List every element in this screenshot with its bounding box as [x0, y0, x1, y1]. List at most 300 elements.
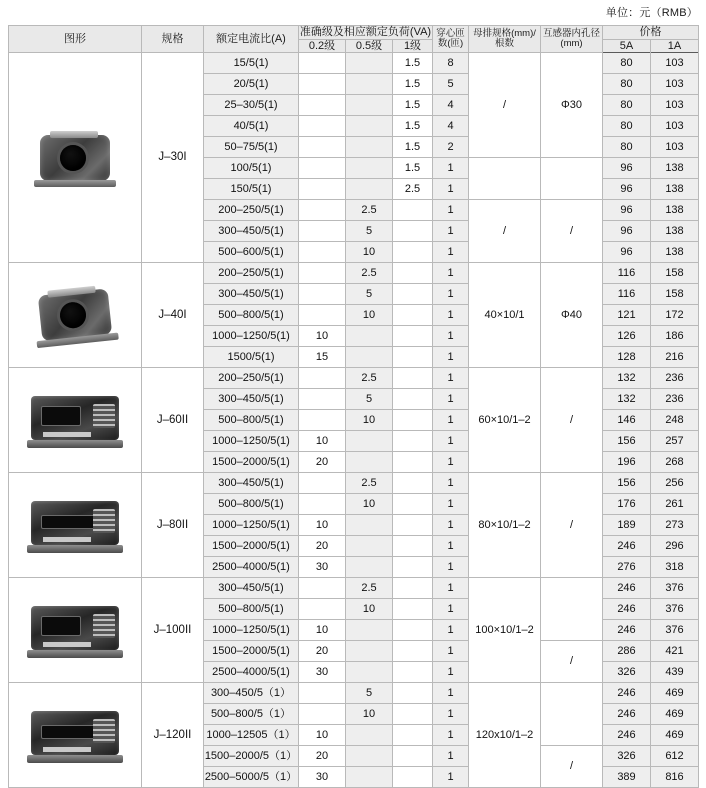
th-shape: 图形: [9, 26, 142, 53]
price-1a-cell: 439: [651, 662, 699, 683]
class-05-cell: 2.5: [346, 473, 393, 494]
ct-illustration: [9, 578, 141, 682]
turns-cell: 1: [433, 683, 469, 704]
ratio-cell: 1000–1250/5(1): [204, 620, 299, 641]
class-1-cell: [393, 620, 433, 641]
price-5a-cell: 96: [603, 242, 651, 263]
price-5a-cell: 132: [603, 368, 651, 389]
product-image-5: [9, 578, 142, 683]
price-5a-cell: 80: [603, 95, 651, 116]
bore-cell: [541, 158, 603, 200]
class-02-cell: [299, 242, 346, 263]
class-05-cell: 2.5: [346, 200, 393, 221]
price-1a-cell: 138: [651, 158, 699, 179]
price-5a-cell: 156: [603, 431, 651, 452]
class-02-cell: 10: [299, 431, 346, 452]
class-02-cell: 10: [299, 326, 346, 347]
price-5a-cell: 146: [603, 410, 651, 431]
bore-cell: Φ40: [541, 263, 603, 368]
price-1a-cell: 158: [651, 284, 699, 305]
ratio-cell: 200–250/5(1): [204, 200, 299, 221]
turns-cell: 4: [433, 95, 469, 116]
turns-cell: 1: [433, 347, 469, 368]
product-image-2: [9, 263, 142, 368]
class-1-cell: [393, 683, 433, 704]
class-1-cell: 1.5: [393, 116, 433, 137]
turns-cell: 1: [433, 746, 469, 767]
class-02-cell: [299, 578, 346, 599]
class-1-cell: [393, 746, 433, 767]
price-5a-cell: 121: [603, 305, 651, 326]
ratio-cell: 40/5(1): [204, 116, 299, 137]
price-1a-cell: 103: [651, 74, 699, 95]
price-5a-cell: 189: [603, 515, 651, 536]
price-5a-cell: 246: [603, 578, 651, 599]
bore-cell: /: [541, 200, 603, 263]
class-02-cell: [299, 599, 346, 620]
product-image-4: [9, 473, 142, 578]
class-05-cell: 10: [346, 599, 393, 620]
price-1a-cell: 216: [651, 347, 699, 368]
ct-illustration: [9, 53, 141, 262]
turns-cell: 1: [433, 179, 469, 200]
class-05-cell: [346, 725, 393, 746]
table-row: [9, 368, 699, 389]
product-image-1: [9, 53, 142, 263]
turns-cell: 1: [433, 599, 469, 620]
turns-cell: 1: [433, 326, 469, 347]
model-cell: J–30I: [142, 53, 204, 263]
class-05-cell: [346, 137, 393, 158]
class-1-cell: [393, 599, 433, 620]
price-1a-cell: 103: [651, 116, 699, 137]
price-1a-cell: 421: [651, 641, 699, 662]
turns-cell: 8: [433, 53, 469, 74]
price-1a-cell: 103: [651, 137, 699, 158]
price-1a-cell: 268: [651, 452, 699, 473]
price-5a-cell: 80: [603, 116, 651, 137]
class-1-cell: [393, 557, 433, 578]
th-ratio: 额定电流比(A): [204, 26, 299, 53]
turns-cell: 1: [433, 284, 469, 305]
ratio-cell: 500–600/5(1): [204, 242, 299, 263]
price-5a-cell: 128: [603, 347, 651, 368]
turns-cell: 1: [433, 662, 469, 683]
ratio-cell: 200–250/5(1): [204, 263, 299, 284]
ratio-cell: 500–800/5（1）: [204, 704, 299, 725]
ratio-cell: 500–800/5(1): [204, 494, 299, 515]
class-02-cell: [299, 494, 346, 515]
price-5a-cell: 246: [603, 725, 651, 746]
table-row: [9, 683, 699, 704]
class-05-cell: 5: [346, 389, 393, 410]
class-1-cell: [393, 725, 433, 746]
class-02-cell: [299, 74, 346, 95]
ratio-cell: 1500–2000/5（1）: [204, 746, 299, 767]
class-1-cell: [393, 431, 433, 452]
ratio-cell: 150/5(1): [204, 179, 299, 200]
price-1a-cell: 469: [651, 683, 699, 704]
ratio-cell: 1500–2000/5(1): [204, 641, 299, 662]
price-1a-cell: 816: [651, 767, 699, 788]
class-05-cell: [346, 179, 393, 200]
busbar-cell: 40×10/1: [469, 263, 541, 368]
turns-cell: 1: [433, 452, 469, 473]
turns-cell: 1: [433, 557, 469, 578]
class-1-cell: [393, 578, 433, 599]
price-1a-cell: 236: [651, 389, 699, 410]
class-02-cell: [299, 179, 346, 200]
class-1-cell: 1.5: [393, 53, 433, 74]
turns-cell: 1: [433, 263, 469, 284]
th-turns-label: 穿心匝数(匝): [436, 27, 465, 50]
price-1a-cell: 273: [651, 515, 699, 536]
class-02-cell: 30: [299, 557, 346, 578]
price-1a-cell: 103: [651, 95, 699, 116]
class-05-cell: 10: [346, 494, 393, 515]
class-1-cell: [393, 536, 433, 557]
turns-cell: 1: [433, 578, 469, 599]
class-02-cell: 20: [299, 452, 346, 473]
ratio-cell: 300–450/5(1): [204, 221, 299, 242]
price-1a-cell: 236: [651, 368, 699, 389]
ratio-cell: 1500/5(1): [204, 347, 299, 368]
th-price-1a: 1A: [651, 39, 699, 53]
th-price-group: 价格: [603, 26, 699, 40]
price-5a-cell: 176: [603, 494, 651, 515]
table-head: [9, 26, 699, 53]
class-02-cell: [299, 305, 346, 326]
turns-cell: 1: [433, 767, 469, 788]
price-1a-cell: 138: [651, 242, 699, 263]
price-1a-cell: 103: [651, 53, 699, 74]
class-05-cell: [346, 347, 393, 368]
table-body: [9, 53, 699, 788]
ct-illustration: [9, 473, 141, 577]
class-02-cell: [299, 95, 346, 116]
class-02-cell: [299, 116, 346, 137]
class-05-cell: 2.5: [346, 578, 393, 599]
class-02-cell: 15: [299, 347, 346, 368]
class-05-cell: 10: [346, 242, 393, 263]
class-02-cell: [299, 389, 346, 410]
turns-cell: 1: [433, 536, 469, 557]
class-1-cell: 1.5: [393, 137, 433, 158]
bore-cell: Φ30: [541, 53, 603, 158]
class-05-cell: 5: [346, 221, 393, 242]
class-05-cell: [346, 620, 393, 641]
model-cell: J–40I: [142, 263, 204, 368]
ratio-cell: 1500–2000/5(1): [204, 536, 299, 557]
th-burden-group: 准确级及相应额定负荷(VA): [299, 26, 432, 38]
price-1a-cell: 612: [651, 746, 699, 767]
class-05-cell: [346, 95, 393, 116]
class-1-cell: [393, 221, 433, 242]
model-cell: J–120II: [142, 683, 204, 788]
price-5a-cell: 116: [603, 284, 651, 305]
class-05-cell: [346, 767, 393, 788]
turns-cell: 1: [433, 200, 469, 221]
class-02-cell: [299, 683, 346, 704]
ratio-cell: 300–450/5（1）: [204, 683, 299, 704]
price-5a-cell: 246: [603, 536, 651, 557]
turns-cell: 5: [433, 74, 469, 95]
th-turns: [433, 26, 469, 53]
ratio-cell: 1000–1250/5(1): [204, 431, 299, 452]
class-05-cell: [346, 557, 393, 578]
table-row: [9, 53, 699, 74]
class-05-cell: 10: [346, 704, 393, 725]
class-1-cell: [393, 452, 433, 473]
bore-cell: [541, 578, 603, 641]
class-1-cell: 1.5: [393, 158, 433, 179]
th-class-05: 0.5级: [346, 39, 393, 53]
price-5a-cell: 246: [603, 704, 651, 725]
price-5a-cell: 196: [603, 452, 651, 473]
price-1a-cell: 296: [651, 536, 699, 557]
class-1-cell: [393, 284, 433, 305]
class-1-cell: [393, 410, 433, 431]
header-row-1: [9, 26, 699, 40]
class-05-cell: 10: [346, 410, 393, 431]
class-1-cell: [393, 515, 433, 536]
ratio-cell: 50–75/5(1): [204, 137, 299, 158]
class-02-cell: [299, 473, 346, 494]
class-02-cell: [299, 410, 346, 431]
ratio-cell: 500–800/5(1): [204, 599, 299, 620]
class-05-cell: [346, 116, 393, 137]
price-1a-cell: 158: [651, 263, 699, 284]
model-cell: J–80II: [142, 473, 204, 578]
class-1-cell: [393, 767, 433, 788]
price-5a-cell: 116: [603, 263, 651, 284]
ratio-cell: 500–800/5(1): [204, 410, 299, 431]
ct-illustration: [9, 368, 141, 472]
turns-cell: 1: [433, 389, 469, 410]
price-1a-cell: 138: [651, 221, 699, 242]
price-5a-cell: 286: [603, 641, 651, 662]
price-1a-cell: 172: [651, 305, 699, 326]
unit-note: 单位：元（RMB）: [605, 7, 698, 19]
bore-cell: /: [541, 473, 603, 578]
ratio-cell: 200–250/5(1): [204, 368, 299, 389]
turns-cell: 1: [433, 641, 469, 662]
price-5a-cell: 246: [603, 683, 651, 704]
price-5a-cell: 126: [603, 326, 651, 347]
ratio-cell: 2500–5000/5（1）: [204, 767, 299, 788]
price-1a-cell: 376: [651, 578, 699, 599]
class-02-cell: [299, 53, 346, 74]
th-class-02: 0.2级: [299, 39, 346, 53]
class-02-cell: 10: [299, 515, 346, 536]
busbar-cell: 100×10/1–2: [469, 578, 541, 683]
ratio-cell: 300–450/5(1): [204, 284, 299, 305]
price-1a-cell: 257: [651, 431, 699, 452]
class-1-cell: [393, 347, 433, 368]
table-row: [9, 578, 699, 599]
class-1-cell: [393, 389, 433, 410]
ratio-cell: 300–450/5(1): [204, 578, 299, 599]
ratio-cell: 1500–2000/5(1): [204, 452, 299, 473]
turns-cell: 1: [433, 431, 469, 452]
busbar-cell: 60×10/1–2: [469, 368, 541, 473]
class-02-cell: 10: [299, 725, 346, 746]
product-image-3: [9, 368, 142, 473]
price-1a-cell: 376: [651, 620, 699, 641]
price-5a-cell: 96: [603, 200, 651, 221]
class-05-cell: 10: [346, 305, 393, 326]
bore-cell: /: [541, 746, 603, 788]
class-02-cell: [299, 221, 346, 242]
price-5a-cell: 326: [603, 662, 651, 683]
class-05-cell: [346, 536, 393, 557]
turns-cell: 1: [433, 368, 469, 389]
price-5a-cell: 80: [603, 74, 651, 95]
class-1-cell: [393, 200, 433, 221]
class-02-cell: [299, 263, 346, 284]
class-05-cell: [346, 53, 393, 74]
class-02-cell: 20: [299, 536, 346, 557]
price-1a-cell: 138: [651, 200, 699, 221]
model-cell: J–60II: [142, 368, 204, 473]
th-price-5a: 5A: [603, 39, 651, 53]
turns-cell: 1: [433, 410, 469, 431]
price-5a-cell: 96: [603, 158, 651, 179]
ratio-cell: 500–800/5(1): [204, 305, 299, 326]
product-image-6: [9, 683, 142, 788]
price-1a-cell: 261: [651, 494, 699, 515]
bore-cell: /: [541, 368, 603, 473]
model-cell: J–100II: [142, 578, 204, 683]
class-02-cell: [299, 200, 346, 221]
class-1-cell: [393, 305, 433, 326]
class-1-cell: 1.5: [393, 95, 433, 116]
th-busbar-label: 母排规格(mm)/根数: [473, 27, 536, 50]
class-02-cell: 30: [299, 662, 346, 683]
turns-cell: 1: [433, 704, 469, 725]
th-model: 规格: [142, 26, 204, 53]
ratio-cell: 300–450/5(1): [204, 389, 299, 410]
class-1-cell: [393, 494, 433, 515]
ratio-cell: 2500–4000/5(1): [204, 557, 299, 578]
turns-cell: 4: [433, 116, 469, 137]
busbar-cell: 80×10/1–2: [469, 473, 541, 578]
price-5a-cell: 246: [603, 599, 651, 620]
price-1a-cell: 138: [651, 179, 699, 200]
class-05-cell: 5: [346, 683, 393, 704]
turns-cell: 1: [433, 305, 469, 326]
class-05-cell: [346, 326, 393, 347]
price-5a-cell: 132: [603, 389, 651, 410]
price-1a-cell: 376: [651, 599, 699, 620]
turns-cell: 1: [433, 515, 469, 536]
class-1-cell: [393, 662, 433, 683]
ratio-cell: 25–30/5(1): [204, 95, 299, 116]
price-1a-cell: 318: [651, 557, 699, 578]
ratio-cell: 300–450/5(1): [204, 473, 299, 494]
turns-cell: 1: [433, 242, 469, 263]
price-1a-cell: 469: [651, 704, 699, 725]
price-5a-cell: 389: [603, 767, 651, 788]
class-05-cell: [346, 746, 393, 767]
class-02-cell: 20: [299, 641, 346, 662]
price-1a-cell: 248: [651, 410, 699, 431]
price-1a-cell: 469: [651, 725, 699, 746]
ct-illustration: [9, 263, 141, 367]
class-1-cell: [393, 242, 433, 263]
th-busbar: [469, 26, 541, 53]
turns-cell: 1: [433, 725, 469, 746]
class-05-cell: [346, 641, 393, 662]
class-02-cell: 10: [299, 620, 346, 641]
class-02-cell: [299, 137, 346, 158]
th-bore: [541, 26, 603, 53]
class-02-cell: 20: [299, 746, 346, 767]
class-05-cell: [346, 158, 393, 179]
class-02-cell: [299, 368, 346, 389]
price-5a-cell: 246: [603, 620, 651, 641]
class-05-cell: [346, 662, 393, 683]
class-1-cell: [393, 326, 433, 347]
class-05-cell: 2.5: [346, 368, 393, 389]
ratio-cell: 1000–1250/5(1): [204, 326, 299, 347]
table-row: [9, 473, 699, 494]
class-05-cell: [346, 515, 393, 536]
turns-cell: 1: [433, 221, 469, 242]
ratio-cell: 100/5(1): [204, 158, 299, 179]
price-5a-cell: 96: [603, 179, 651, 200]
class-1-cell: [393, 368, 433, 389]
th-class-1: 1级: [393, 39, 433, 53]
class-05-cell: 2.5: [346, 263, 393, 284]
ratio-cell: 15/5(1): [204, 53, 299, 74]
class-05-cell: [346, 452, 393, 473]
price-5a-cell: 156: [603, 473, 651, 494]
class-05-cell: 5: [346, 284, 393, 305]
class-1-cell: [393, 473, 433, 494]
class-05-cell: [346, 431, 393, 452]
turns-cell: 1: [433, 494, 469, 515]
th-bore-label: 互感器内孔径(mm): [542, 27, 600, 50]
class-1-cell: 2.5: [393, 179, 433, 200]
price-5a-cell: 80: [603, 137, 651, 158]
ratio-cell: 2500–4000/5(1): [204, 662, 299, 683]
bore-cell: /: [541, 641, 603, 683]
bore-cell: [541, 683, 603, 746]
class-1-cell: 1.5: [393, 74, 433, 95]
class-1-cell: [393, 263, 433, 284]
busbar-cell: 120x10/1–2: [469, 683, 541, 788]
ratio-cell: 20/5(1): [204, 74, 299, 95]
turns-cell: 1: [433, 158, 469, 179]
class-02-cell: [299, 704, 346, 725]
price-1a-cell: 186: [651, 326, 699, 347]
ct-illustration: [9, 683, 141, 787]
price-5a-cell: 276: [603, 557, 651, 578]
class-05-cell: [346, 74, 393, 95]
price-5a-cell: 80: [603, 53, 651, 74]
busbar-cell: /: [469, 200, 541, 263]
ratio-cell: 1000–12505（1）: [204, 725, 299, 746]
ct-price-table: [8, 25, 699, 788]
table-row: [9, 263, 699, 284]
price-1a-cell: 256: [651, 473, 699, 494]
class-02-cell: [299, 158, 346, 179]
turns-cell: 1: [433, 473, 469, 494]
class-1-cell: [393, 641, 433, 662]
turns-cell: 2: [433, 137, 469, 158]
busbar-cell: [469, 158, 541, 200]
